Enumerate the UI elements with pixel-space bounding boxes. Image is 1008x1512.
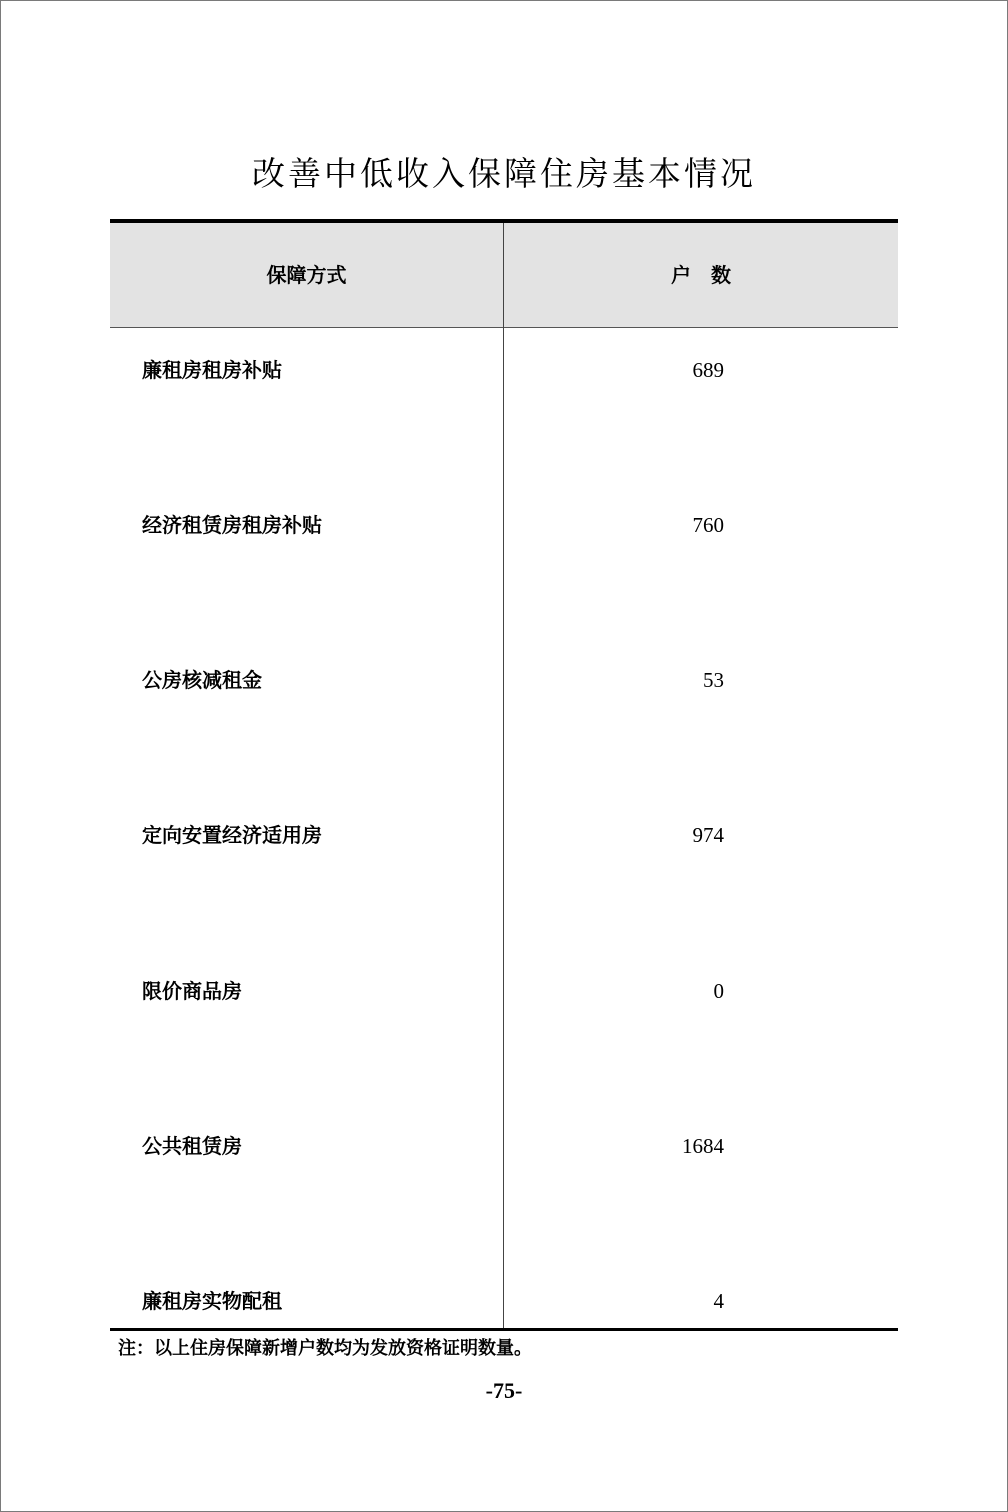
row-households: 0 <box>713 979 724 1003</box>
housing-table <box>110 219 898 1331</box>
row-method: 廉租房实物配租 <box>142 1289 282 1313</box>
page-title: 改善中低收入保障住房基本情况 <box>252 154 756 193</box>
row-method: 公房核减租金 <box>142 668 262 692</box>
row-households: 760 <box>692 513 724 537</box>
row-method: 限价商品房 <box>142 979 242 1003</box>
row-method: 定向安置经济适用房 <box>142 823 322 847</box>
table-note: 注：以上住房保障新增户数均为发放资格证明数量。 <box>118 1338 532 1359</box>
table-row <box>110 815 898 855</box>
page-number: -75- <box>485 1378 523 1403</box>
table-row <box>110 1126 898 1166</box>
header-method: 保障方式 <box>266 263 347 287</box>
row-method: 廉租房租房补贴 <box>142 358 282 382</box>
table-row <box>110 1281 898 1321</box>
table-row <box>110 505 898 545</box>
row-households: 53 <box>703 668 724 692</box>
row-households: 4 <box>713 1289 724 1313</box>
header-households: 户 数 <box>671 263 731 287</box>
row-households: 974 <box>692 823 724 847</box>
row-method: 公共租赁房 <box>142 1134 242 1158</box>
row-method: 经济租赁房租房补贴 <box>142 513 322 537</box>
table-row <box>110 660 898 700</box>
row-households: 1684 <box>682 1134 724 1158</box>
table-row <box>110 350 898 390</box>
table-row <box>110 971 898 1011</box>
table-header <box>110 223 898 328</box>
row-households: 689 <box>692 358 724 382</box>
